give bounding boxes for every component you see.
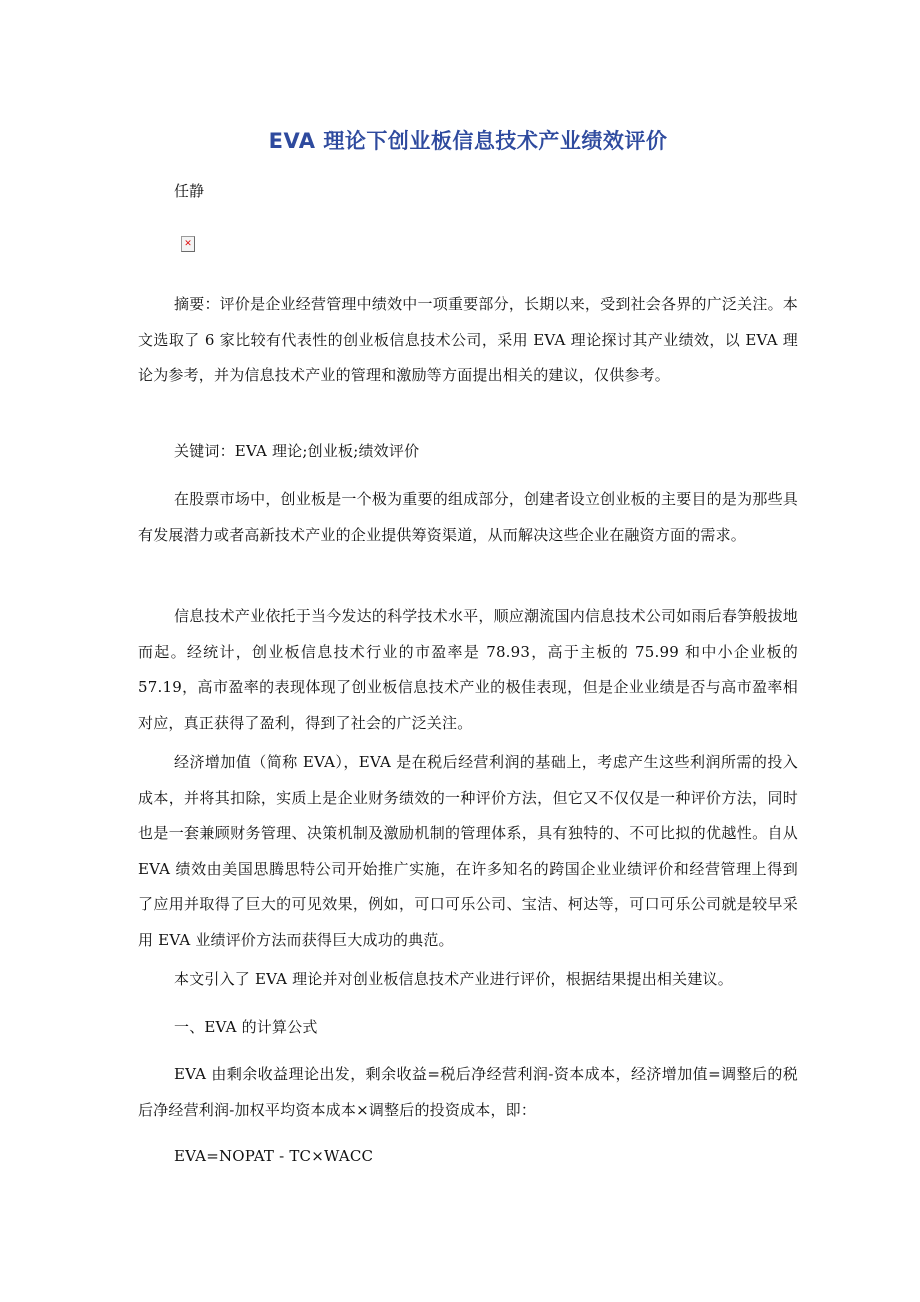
formula-paragraph: EVA=NOPAT - TC×WACC [174, 1147, 374, 1165]
body-paragraph-5: EVA 由剩余收益理论出发，剩余收益=税后净经营利润-资本成本，经济增加值=调整后的税后净经营利润-加权平均资本成本×调整后的投资成本，即： [138, 1065, 798, 1119]
body-paragraph-2: 信息技术产业依托于当今发达的科学技术水平，顺应潮流国内信息技术公司如雨后春笋般拔地而起。经统计，创业板信息技术行业的市盈率是 78.93，高于主板的 75.99 和中小企业板的 57.19，高市盈率的表现体现了创业板信息技术产业的极佳表现，但是企业业绩是否与高市盈率相对应，真正获得了盈利，得到了社会的广泛关注。 [138, 607, 798, 732]
body-paragraph-3: 经济增加值（简称 EVA），EVA 是在税后经营利润的基础上，考虑产生这些利润所需的投入成本，并将其扣除，实质上是企业财务绩效的一种评价方法，但它又不仅仅是一种评价方法，同时也是一套兼顾财务管理、决策机制及激励机制的管理体系，具有独特的、不可比拟的优越性。自从 EVA 绩效由美国思腾思特公司开始推广实施，在许多知名的跨国企业业绩评价和经营管理上得到了应用并取得了巨大的可见效果，例如，可口可乐公司、宝洁、柯达等，可口可乐公司就是较早采用 EVA 业绩评价方法而获得巨大成功的典范。 [138, 753, 798, 949]
keywords-paragraph: 关键词：EVA 理论;创业板;绩效评价 [174, 442, 420, 460]
body-paragraph-1: 在股票市场中，创业板是一个极为重要的组成部分，创建者设立创业板的主要目的是为那些具有发展潜力或者高新技术产业的企业提供筹资渠道，从而解决这些企业在融资方面的需求。 [138, 490, 798, 544]
body-paragraph-4: 本文引入了 EVA 理论并对创业板信息技术产业进行评价，根据结果提出相关建议。 [174, 970, 733, 988]
document-title: EVA 理论下创业板信息技术产业绩效评价 [268, 129, 668, 153]
broken-image-icon: ✕ [181, 236, 195, 252]
section-heading-1: 一、EVA 的计算公式 [174, 1018, 318, 1036]
abstract-paragraph: 摘要：评价是企业经营管理中绩效中一项重要部分，长期以来，受到社会各界的广泛关注。本文选取了 6 家比较有代表性的创业板信息技术公司，采用 EVA 理论探讨其产业绩效，以 EVA 理论为参考，并为信息技术产业的管理和激励等方面提出相关的建议，仅供参考。 [138, 295, 798, 385]
author-name: 任静 [174, 182, 205, 200]
